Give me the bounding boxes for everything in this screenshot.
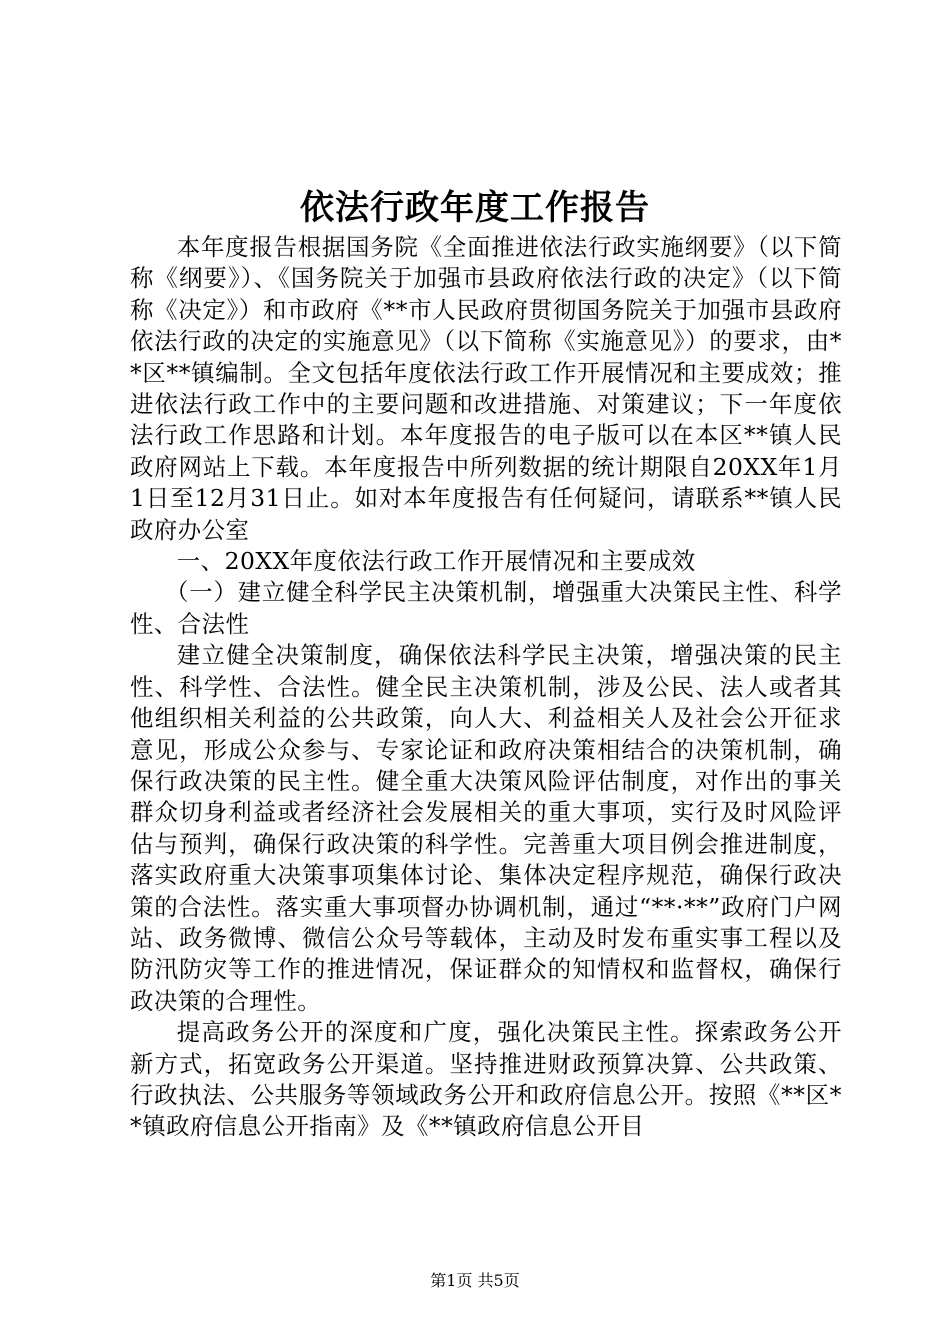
document-title: 依法行政年度工作报告 bbox=[300, 188, 650, 228]
document-body bbox=[130, 232, 842, 1143]
page-footer: 第1页 共5页 bbox=[430, 1271, 520, 1290]
subsection-heading: （一）建立健全科学民主决策机制，增强重大决策民主性、科学性、合法性 bbox=[130, 578, 842, 638]
section-heading: 一、20XX年度依法行政工作开展情况和主要成效 bbox=[176, 547, 696, 576]
body-paragraph: 提高政务公开的深度和广度，强化决策民主性。探索政务公开新方式，拓宽政务公开渠道。坚持推进财政预算决算、公共政策、行政执法、公共服务等领域政务公开和政府信息公开。按照《**区**镇政府信息公开指南》及《**镇政府信息公开目 bbox=[130, 1018, 842, 1141]
body-paragraph: 建立健全决策制度，确保依法科学民主决策，增强决策的民主性、科学性、合法性。健全民主决策机制，涉及公民、法人或者其他组织相关利益的公共政策，向人大、利益相关人及社会公开征求意见，形成公众参与、专家论证和政府决策相结合的决策机制，确保行政决策的民主性。健全重大决策风险评估制度，对作出的事关群众切身利益或者经济社会发展相关的重大事项，实行及时风险评估与预判，确保行政决策的科学性。完善重大项目例会推进制度，落实政府重大决策事项集体讨论、集体决定程序规范，确保行政决策的合法性。落实重大事项督办协调机制，通过“**·**”政府门户网站、政务微博、微信公众号等载体，主动及时发布重实事工程以及防汛防灾等工作的推进情况，保证群众的知情权和监督权，确保行政决策的合理性。 bbox=[130, 641, 842, 1015]
intro-paragraph: 本年度报告根据国务院《全面推进依法行政实施纲要》（以下简称《纲要》）、《国务院关于加强市县政府依法行政的决定》（以下简称《决定》）和市政府《**市人民政府贯彻国务院关于加强市县政府依法行政的决定的实施意见》（以下简称《实施意见》）的要求，由**区**镇编制。全文包括年度依法行政工作开展情况和主要成效；推进依法行政工作中的主要问题和改进措施、对策建议；下一年度依法行政工作思路和计划。本年度报告的电子版可以在本区**镇人民政府网站上下载。本年度报告中所列数据的统计期限自20XX年1月1日至12月31日止。如对本年度报告有任何疑问，请联系**镇人民政府办公室 bbox=[130, 233, 842, 544]
